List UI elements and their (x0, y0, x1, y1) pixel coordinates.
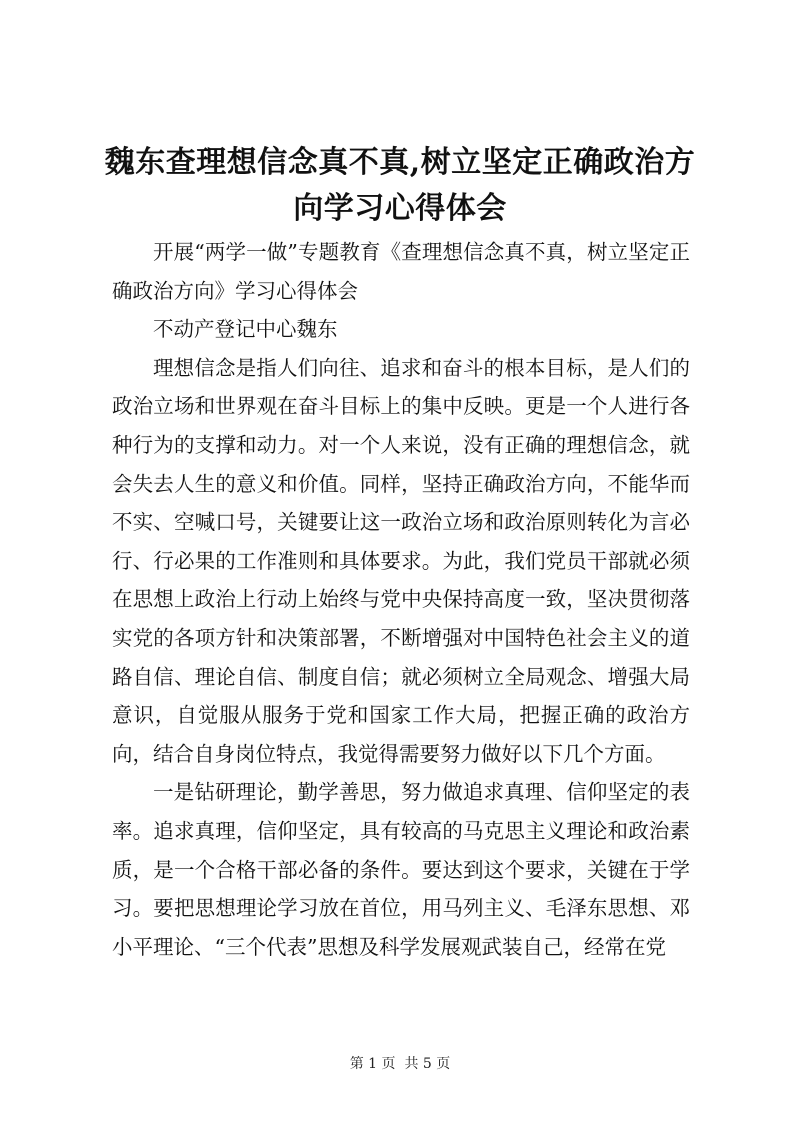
page-footer (0, 1054, 800, 1074)
paragraph-intro: 开展“两学一做”专题教育《查理想信念真不真，树立坚定正确政治方向》学习心得体会 (112, 240, 690, 303)
document-body (112, 233, 690, 966)
paragraph-main: 理想信念是指人们向往、追求和奋斗的根本目标，是人们的政治立场和世界观在奋斗目标上的集中反映。更是一个人进行各种行为的支撑和动力。对一个人来说，没有正确的理想信念，就会失去人生的意义和价值。同样，坚持正确政治方向，不能华而不实、空喊口号，关键要让这一政治立场和政治原则转化为言必行、行必果的工作准则和具体要求。为此，我们党员干部就必须在思想上政治上行动上始终与党中央保持高度一致，坚决贯彻落实党的各项方针和决策部署，不断增强对中国特色社会主义的道路自信、理论自信、制度自信；就必须树立全局观念、增强大局意识，自觉服从服务于党和国家工作大局，把握正确的政治方向，结合自身岗位特点，我觉得需要努力做好以下几个方面。 (112, 355, 690, 766)
paragraph-point-one: 一是钻研理论，勤学善思，努力做追求真理、信仰坚定的表率。追求真理，信仰坚定，具有较高的马克思主义理论和政治素质，是一个合格干部必备的条件。要达到这个要求，关键在于学习。要把思想理论学习放在首位，用马列主义、毛泽东思想、邓小平理论、“三个代表”思想及科学发展观武装自己，经常在党 (112, 780, 690, 959)
paragraph-author: 不动产登记中心魏东 (153, 317, 338, 342)
page-number-label: 第 1 页 共 5 页 (349, 1056, 451, 1072)
document-title: 魏东查理想信念真不真,树立坚定正确政治方向学习心得体会 (104, 145, 696, 226)
